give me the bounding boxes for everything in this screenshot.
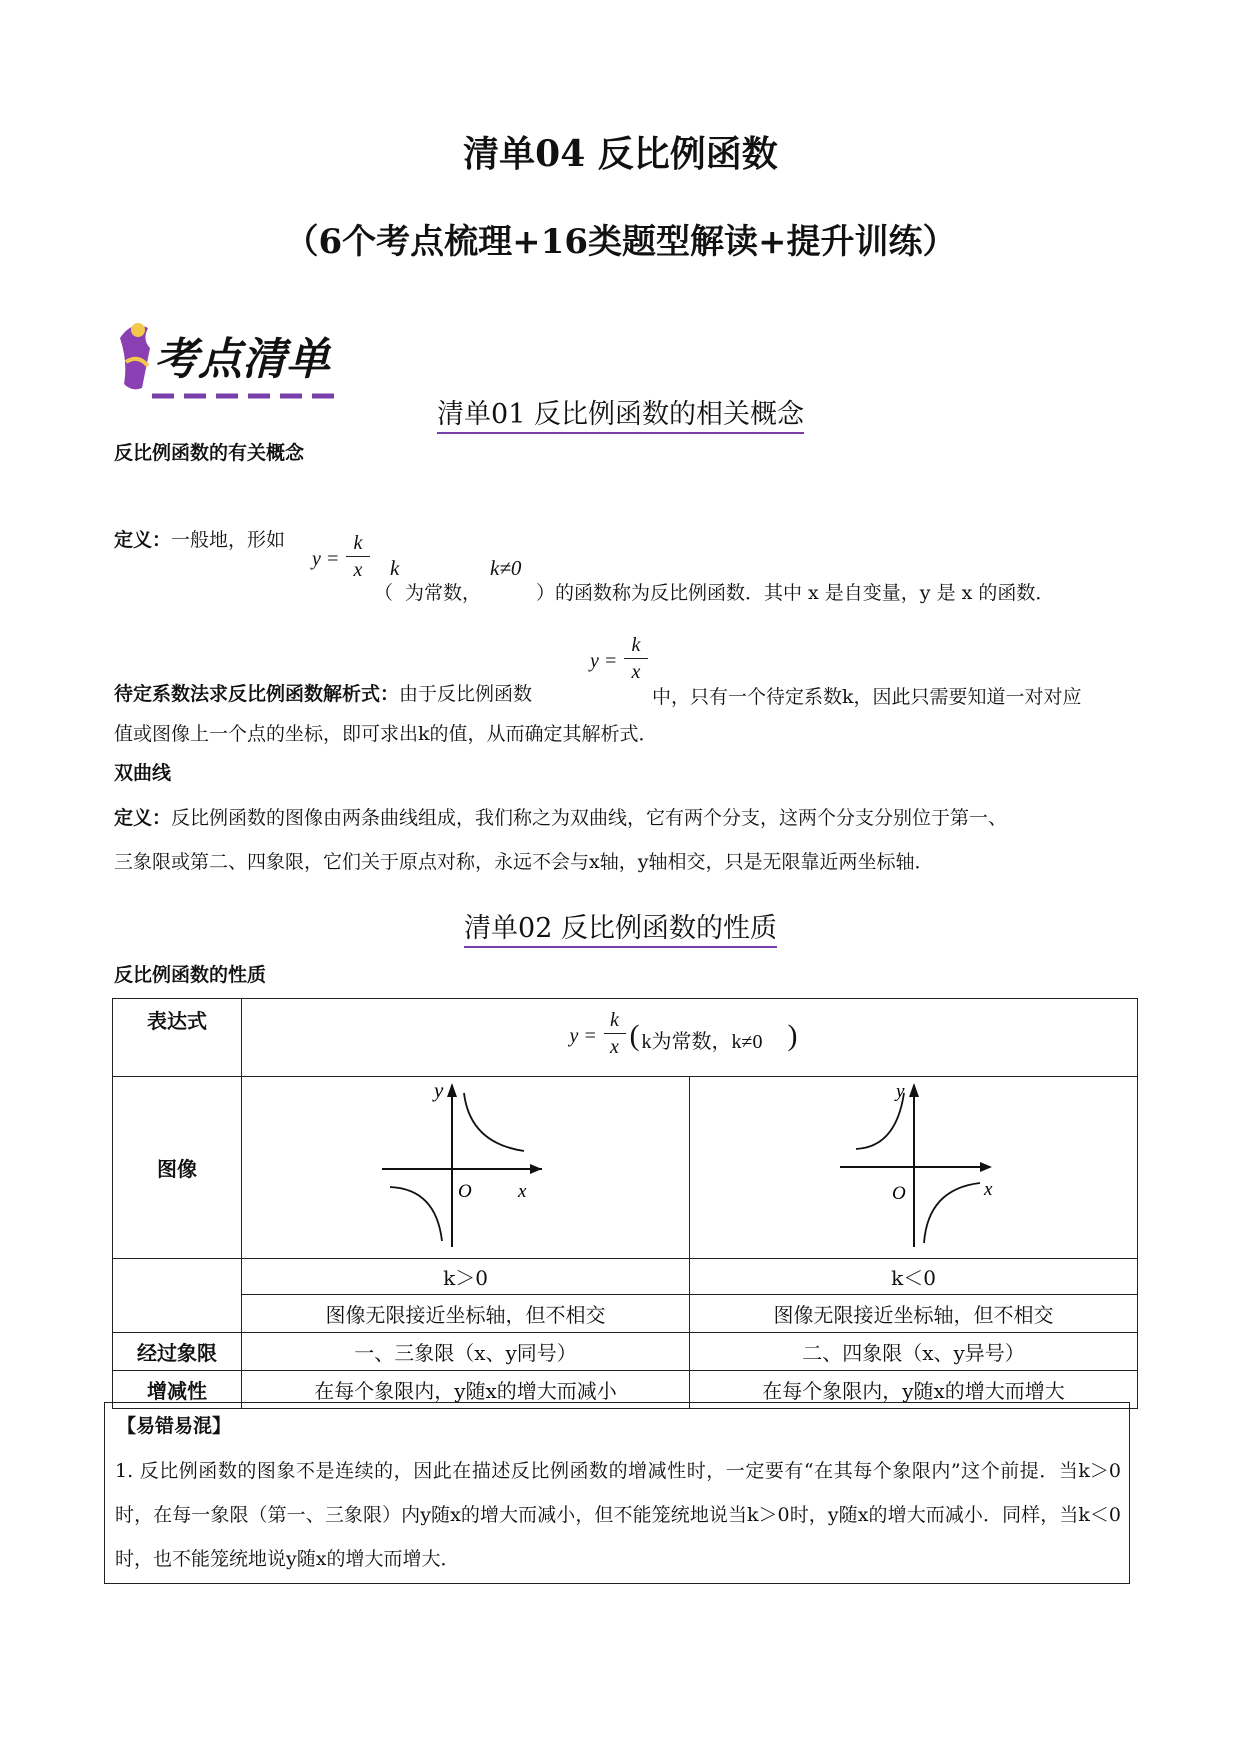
def-formula-fraction: $\frac{k}{x}$	[346, 530, 370, 583]
row-label-quadrant: 经过象限	[113, 1333, 242, 1371]
approach-negative: 图像无限接近坐标轴，但不相交	[690, 1295, 1138, 1333]
graph-k-negative	[690, 1077, 1138, 1259]
quadrant-negative: 二、四象限（x、y异号）	[690, 1333, 1138, 1371]
error-prone-text: 1. 反比例函数的图象不是连续的，因此在描述反比例函数的增减性时，一定要有“在其每个象限内”这个前提．当k＞0时，在每一象限（第一、三象限）内y随x的增大而减小，但不能笼统地说当k＞0时，y随x的增大而减小．同样，当k＜0时，也不能笼统地说y随x的增大而增大．	[115, 1460, 1121, 1570]
error-prone-title: 【易错易混】	[117, 1415, 232, 1437]
table-row-approach	[113, 1295, 1138, 1333]
table-row-graph	[113, 1077, 1138, 1259]
error-prone-box	[104, 1402, 1130, 1584]
method-formula-y: y =	[590, 650, 618, 672]
row-label-expression: 表达式	[113, 999, 242, 1077]
method-formula-fraction: $\frac{k}{x}$	[624, 632, 648, 685]
hyperbola-quadrant-2-4-icon	[690, 1077, 1137, 1253]
def-paren-open: （	[374, 582, 394, 604]
monotonicity-negative: 在每个象限内，y随x的增大而增大	[690, 1371, 1138, 1409]
hyperbola-paragraph: 定义：反比例函数的图像由两条曲线组成，我们称之为双曲线，它有两个分支，这两个分支分别位于第一、	[114, 807, 1008, 829]
svg-text:x: x	[984, 1179, 993, 1200]
row-label-monotonicity: 增减性	[113, 1371, 242, 1409]
table-row-quadrant	[113, 1333, 1138, 1371]
hyperbola-subheading: 双曲线	[114, 762, 172, 784]
table-row-expression	[113, 999, 1138, 1077]
properties-table	[112, 998, 1138, 1409]
quadrant-positive: 一、三象限（x、y同号）	[242, 1333, 690, 1371]
def-constant-text: 为常数，	[405, 582, 482, 604]
k-positive-label: k＞0	[242, 1259, 690, 1295]
svg-text:y: y	[434, 1078, 444, 1102]
page-title: 清单04 反比例函数	[463, 133, 778, 175]
hyperbola-quadrant-1-3-icon	[242, 1077, 689, 1253]
expression-cell: y = $\frac{k}{x}$ ( k为常数，k≠0 )	[242, 999, 1138, 1077]
approach-positive: 图像无限接近坐标轴，但不相交	[242, 1295, 690, 1333]
def-k-condition: k≠0	[490, 556, 522, 580]
section2-subheading: 反比例函数的性质	[114, 964, 267, 986]
expression-fraction: $\frac{k}{x}$	[604, 1007, 626, 1060]
hyperbola-paragraph-2: 三象限或第二、四象限，它们关于原点对称，永远不会与x轴，y轴相交，只是无限靠近两坐标轴．	[114, 851, 934, 873]
svg-text:考点清单: 考点清单	[154, 334, 330, 385]
method-paragraph: 待定系数法求反比例函数解析式：由于反比例函数	[114, 683, 533, 705]
table-row-k-sign	[113, 1259, 1138, 1295]
method-text-c: 值或图像上一个点的坐标，即可求出k的值，从而确定其解析式．	[114, 723, 658, 745]
page-subtitle: （6个考点梳理+16类题型解读+提升训练）	[284, 222, 957, 262]
method-text-b: 中，只有一个待定系数k，因此只需要知道一对对应	[652, 686, 1082, 708]
row-label-graph: 图像	[113, 1077, 242, 1259]
def-tail-text: ）的函数称为反比例函数．其中 x 是自变量，y 是 x 的函数．	[536, 582, 1055, 604]
graph-k-positive	[242, 1077, 690, 1259]
svg-text:y: y	[896, 1081, 905, 1102]
def-formula-y: y =	[312, 548, 340, 570]
section1-subheading: 反比例函数的有关概念	[114, 442, 305, 464]
svg-text:x: x	[518, 1181, 527, 1202]
svg-text:O: O	[458, 1181, 472, 1202]
expression-condition: k为常数，k≠0	[641, 1030, 763, 1053]
svg-text:O: O	[892, 1183, 906, 1204]
def-k-symbol: k	[390, 556, 400, 580]
monotonicity-positive: 在每个象限内，y随x的增大而减小	[242, 1371, 690, 1409]
section2-heading: 清单02 反比例函数的性质	[0, 906, 1241, 945]
section1-heading: 清单01 反比例函数的相关概念	[0, 392, 1241, 431]
definition-paragraph: 定义：一般地，形如	[114, 529, 286, 551]
k-negative-label: k＜0	[690, 1259, 1138, 1295]
